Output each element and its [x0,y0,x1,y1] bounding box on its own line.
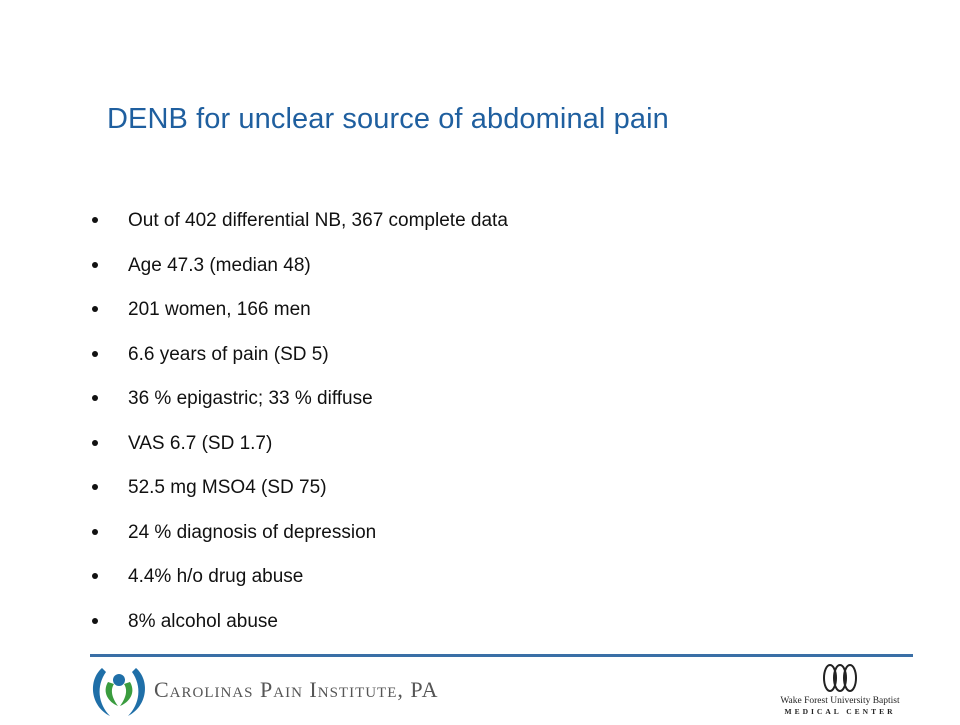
wake-forest-name: Wake Forest University Baptist [780,696,900,706]
bullet-text: 201 women, 166 men [128,299,311,320]
bullet-dot-icon [92,529,98,535]
carolinas-pain-institute-logo [88,662,439,720]
bullet-dot-icon [92,262,98,268]
bullet-text: Out of 402 differential NB, 367 complete data [128,210,508,231]
carolinas-pain-institute-wordmark: Carolinas Pain Institute, PA [154,677,439,702]
bullet-dot-icon [92,440,98,446]
bullet-text: 24 % diagnosis of depression [128,521,377,543]
carolinas-pain-institute-emblem-icon [88,662,150,720]
wake-forest-emblem-icon [770,662,910,696]
bullet-dot-icon [92,306,98,312]
bullet-text: 4.4% h/o drug abuse [128,566,304,587]
bullet-text: 52.5 mg MSO4 (SD 75) [128,477,327,498]
bullet-text: Age 47.3 (median 48) [128,254,311,276]
bullet-text: 6.6 years of pain (SD 5) [128,343,329,365]
bullet-text: 36 % epigastric; 33 % diffuse [128,388,373,409]
wake-forest-logo [770,662,910,720]
footer-divider [90,654,913,657]
bullet-dot-icon [92,484,98,490]
medical-center-label: MEDICAL CENTER [784,707,896,716]
bullet-dot-icon [92,217,98,223]
bullet-text: 8% alcohol abuse [128,610,278,632]
bullet-dot-icon [92,395,98,401]
slide-title: DENB for unclear source of abdominal pain [107,103,669,135]
bullet-text: VAS 6.7 (SD 1.7) [128,432,273,454]
bullet-dot-icon [92,351,98,357]
bullet-dot-icon [92,573,98,579]
bullet-dot-icon [92,618,98,624]
